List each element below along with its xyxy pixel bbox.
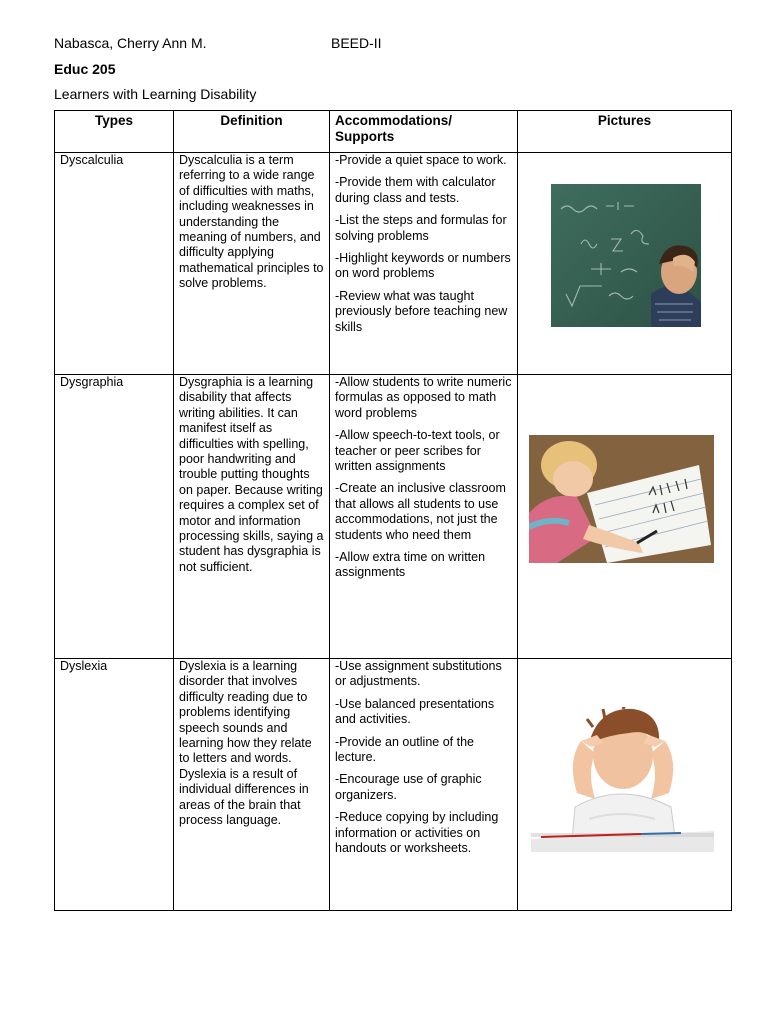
support-item: -Use balanced presentations and activities. bbox=[335, 696, 495, 727]
support-item: -Use assignment substitutions or adjustments. bbox=[335, 659, 502, 689]
frustrated-boy-image bbox=[531, 707, 714, 852]
support-item: -Create an inclusive classroom that allows all students to use accommodations, not just the students who need them bbox=[335, 481, 506, 542]
disability-table bbox=[54, 110, 732, 911]
supports-cell bbox=[330, 375, 518, 659]
support-item: -Reduce copying by including information or activities on handouts or worksheets. bbox=[335, 810, 499, 856]
column-header-accommodations: Accommodations/ Supports bbox=[330, 111, 518, 153]
table-row bbox=[55, 659, 732, 911]
table-row bbox=[55, 375, 732, 659]
course-code: Educ 205 bbox=[54, 61, 116, 77]
dyscalculia-photo bbox=[551, 184, 701, 327]
chalkboard-boy-image bbox=[551, 184, 701, 327]
support-item: -Provide a quiet space to work. bbox=[335, 153, 507, 167]
program-label: BEED-II bbox=[331, 35, 382, 51]
support-item: -Allow extra time on written assignments bbox=[335, 550, 486, 580]
support-item: -Provide them with calculator during class and tests. bbox=[335, 175, 496, 205]
column-header-definition: Definition bbox=[174, 111, 330, 153]
student-name: Nabasca, Cherry Ann M. bbox=[54, 35, 207, 51]
definition-cell: Dysgraphia is a learning disability that affects writing abilities. It can manifest itself as difficulties with spelling, poor handwriting and trouble putting thoughts on paper. Because writing requires a complex set of motor and information processing skills, saying a student has dysgraphia is not sufficient. bbox=[174, 375, 330, 659]
column-header-types: Types bbox=[55, 111, 174, 153]
type-cell: Dysgraphia bbox=[55, 375, 174, 659]
type-cell: Dyscalculia bbox=[55, 153, 174, 375]
document-topic: Learners with Learning Disability bbox=[54, 86, 257, 102]
support-item: -Provide an outline of the lecture. bbox=[335, 734, 474, 765]
supports-cell bbox=[330, 659, 518, 911]
type-cell: Dyslexia bbox=[55, 659, 174, 911]
dyslexia-photo bbox=[531, 707, 714, 852]
support-item: -Highlight keywords or numbers on word problems bbox=[335, 251, 511, 281]
support-item: -Review what was taught previously before teaching new skills bbox=[335, 288, 508, 334]
child-writing-image bbox=[529, 435, 714, 563]
definition-cell: Dyscalculia is a term referring to a wide range of difficulties with maths, including weaknesses in understanding the meaning of numbers, and difficulty applying mathematical principles to solve problems. bbox=[174, 153, 330, 375]
support-item: -Allow students to write numeric formulas as opposed to math word problems bbox=[335, 375, 512, 420]
table-row bbox=[55, 153, 732, 375]
picture-cell bbox=[518, 153, 732, 375]
support-item: -List the steps and formulas for solving problems bbox=[335, 213, 507, 243]
definition-cell: Dyslexia is a learning disorder that involves difficulty reading due to problems identifying speech sounds and learning how they relate to letters and words. Dyslexia is a result of individual differences in areas of the brain that process language. bbox=[174, 659, 330, 911]
picture-cell bbox=[518, 375, 732, 659]
picture-cell bbox=[518, 659, 732, 911]
dysgraphia-photo bbox=[529, 435, 714, 563]
supports-cell bbox=[330, 153, 518, 375]
support-item: -Allow speech-to-text tools, or teacher or peer scribes for written assignments bbox=[335, 428, 500, 474]
table-header-row bbox=[55, 111, 732, 153]
column-header-pictures: Pictures bbox=[518, 111, 732, 153]
support-item: -Encourage use of graphic organizers. bbox=[335, 772, 482, 802]
